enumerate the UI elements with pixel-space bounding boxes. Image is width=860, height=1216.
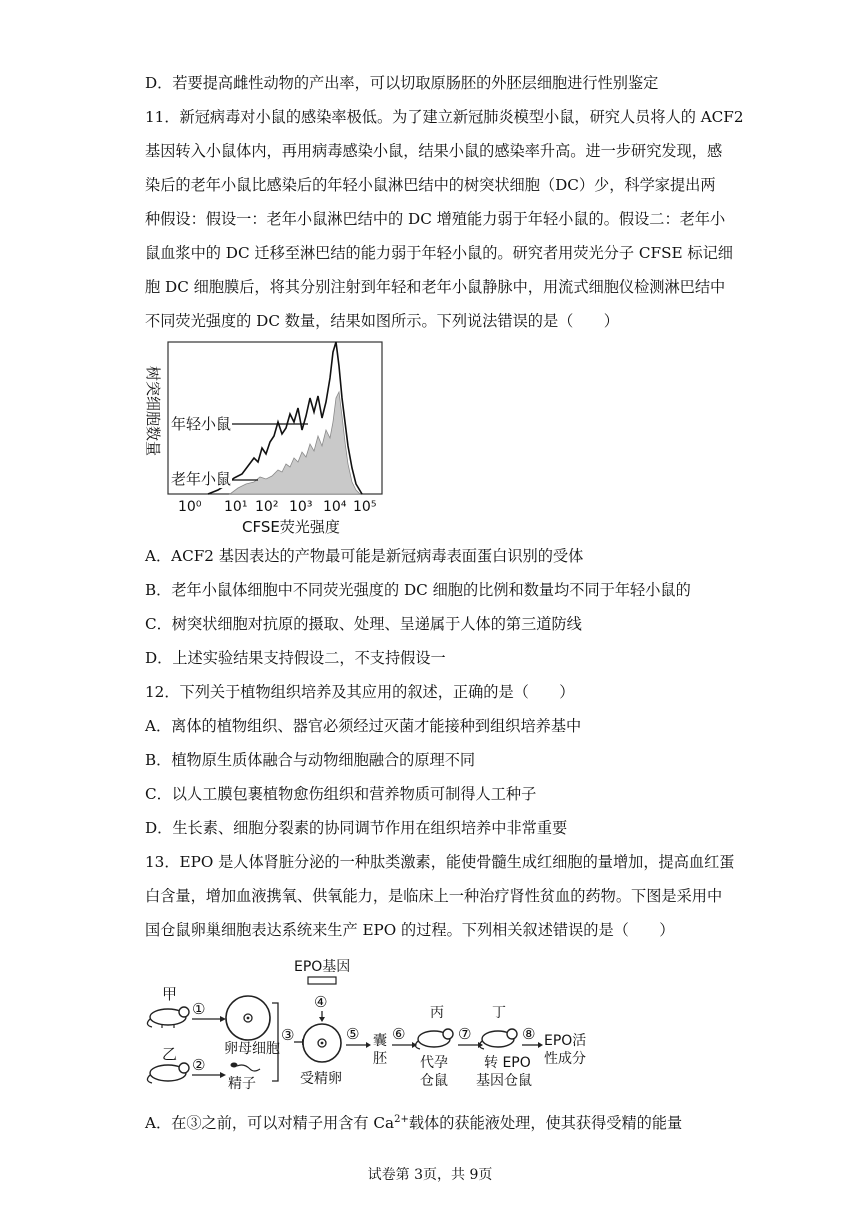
epo-process-diagram [140,955,600,1095]
sperm-icon [231,1063,261,1072]
label-epo-gene: EPO基因 [294,959,351,975]
label-product-1: EPO活 [544,1033,587,1049]
transgenic-hamster-icon [479,1029,517,1049]
q13-stem-line-3: 国仓鼠卵巢细胞表达系统来生产 EPO 的过程。下列相关叙述错误的是（ ） [145,921,675,939]
step-2: ② [192,1056,206,1074]
label-product-2: 性成分 [544,1051,586,1067]
q11-stem-line-5: 鼠血浆中的 DC 迁移至淋巴结的能力弱于年轻小鼠的。研究者用荧光分子 CFSE 标记细 [145,244,733,262]
hamster-jia-icon [147,1007,189,1028]
q11-stem-line-4: 种假设：假设一：老年小鼠淋巴结中的 DC 增殖能力弱于年轻小鼠的。假设二：老年小 [145,210,726,228]
label-jia: 甲 [162,985,178,1003]
q12-option-a: A．离体的植物组织、器官必须经过灭菌才能接种到组织培养基中 [145,717,582,735]
label-sperm: 精子 [228,1076,256,1092]
step-4: ④ [314,993,328,1011]
q11-stem-line-2: 基因转入小鼠体内，再用病毒感染小鼠，结果小鼠的感染率升高。进一步研究发现，感 [145,142,723,160]
label-surrogate-1: 代孕 [420,1055,448,1071]
x-tick-label: 10⁴ [323,499,347,515]
label-transgenic-2: 基因仓鼠 [476,1073,532,1089]
label-blastocyst-2: 胚 [373,1051,387,1067]
old-mice-distribution [230,392,360,494]
y-axis-label: 树突细胞数量 [144,366,162,457]
label-ding: 丁 [492,1005,506,1021]
q12-option-d: D．生长素、细胞分裂素的协同调节作用在组织培养中非常重要 [145,819,568,837]
q11-option-d: D．上述实验结果支持假设二，不支持假设一 [145,649,446,667]
q11-stem-line-3: 染后的老年小鼠比感染后的年轻小鼠淋巴结中的树突状细胞（DC）少，科学家提出两 [145,176,716,194]
cfse-histogram [140,338,390,538]
q11-option-b: B．老年小鼠体细胞中不同荧光强度的 DC 细胞的比例和数量均不同于年轻小鼠的 [145,581,691,599]
q12-option-c: C．以人工膜包裹植物愈伤组织和营养物质可制得人工种子 [145,785,537,803]
q13-option-a: A．在③之前，可以对精子用含有 $Ca^{2+}$载体的获能液处理，使其获得受精的能量 [145,1114,683,1133]
x-tick-label: 10¹ [224,499,248,515]
label-bing: 丙 [430,1005,444,1021]
label-yi: 乙 [162,1045,178,1063]
step-7: ⑦ [458,1025,472,1043]
step-1: ① [192,1000,206,1018]
hamster-yi-icon [147,1063,189,1083]
label-zygote: 受精卵 [300,1071,342,1087]
step-6: ⑥ [392,1025,406,1043]
q11-stem-line-1: 11．新冠病毒对小鼠的感染率极低。为了建立新冠肺炎模型小鼠，研究人员将人的 ACF2 [145,108,744,126]
label-blastocyst-1: 囊 [373,1033,387,1049]
q12-stem: 12．下列关于植物组织培养及其应用的叙述，正确的是（ ） [145,683,575,701]
step-5: ⑤ [346,1025,360,1043]
young-mice-label: 年轻小鼠 [171,415,232,433]
x-axis-label: CFSE荧光强度 [242,518,340,536]
q11-stem-line-6: 胞 DC 细胞膜后，将其分别注射到年轻和老年小鼠静脉中，用流式细胞仪检测淋巴结中 [145,278,726,296]
x-tick-label: 10⁵ [353,499,377,515]
epo-gene-icon [308,977,336,984]
q10-option-d: D．若要提高雌性动物的产出率，可以切取原肠胚的外胚层细胞进行性别鉴定 [145,74,659,92]
old-mice-label: 老年小鼠 [171,470,232,488]
q11-option-c: C．树突状细胞对抗原的摄取、处理、呈递属于人体的第三道防线 [145,615,582,633]
q12-option-b: B．植物原生质体融合与动物细胞融合的原理不同 [145,751,476,769]
q11-option-a: A．ACF2 基因表达的产物最可能是新冠病毒表面蛋白识别的受体 [145,547,584,565]
step-8: ⑧ [522,1025,536,1043]
x-tick-label: 10² [255,499,279,515]
label-oocyte: 卵母细胞 [224,1041,280,1057]
page-footer: 试卷第 3页，共 9页 [367,1167,493,1183]
q11-stem-line-7: 不同荧光强度的 DC 数量，结果如图所示。下列说法错误的是（ ） [145,312,619,330]
step-3: ③ [281,1026,295,1044]
q13-stem-line-2: 白含量，增加血液携氧、供氧能力，是临床上一种治疗肾性贫血的药物。下图是采用中 [145,887,723,905]
q13-stem-line-1: 13．EPO 是人体肾脏分泌的一种肽类激素，能使骨髓生成红细胞的量增加，提高血红蛋 [145,853,735,871]
surrogate-hamster-icon [415,1029,453,1049]
x-tick-label: 10⁰ [178,499,202,515]
label-transgenic-1: 转 EPO [484,1055,531,1071]
label-surrogate-2: 仓鼠 [420,1073,448,1089]
x-tick-label: 10³ [289,499,313,515]
